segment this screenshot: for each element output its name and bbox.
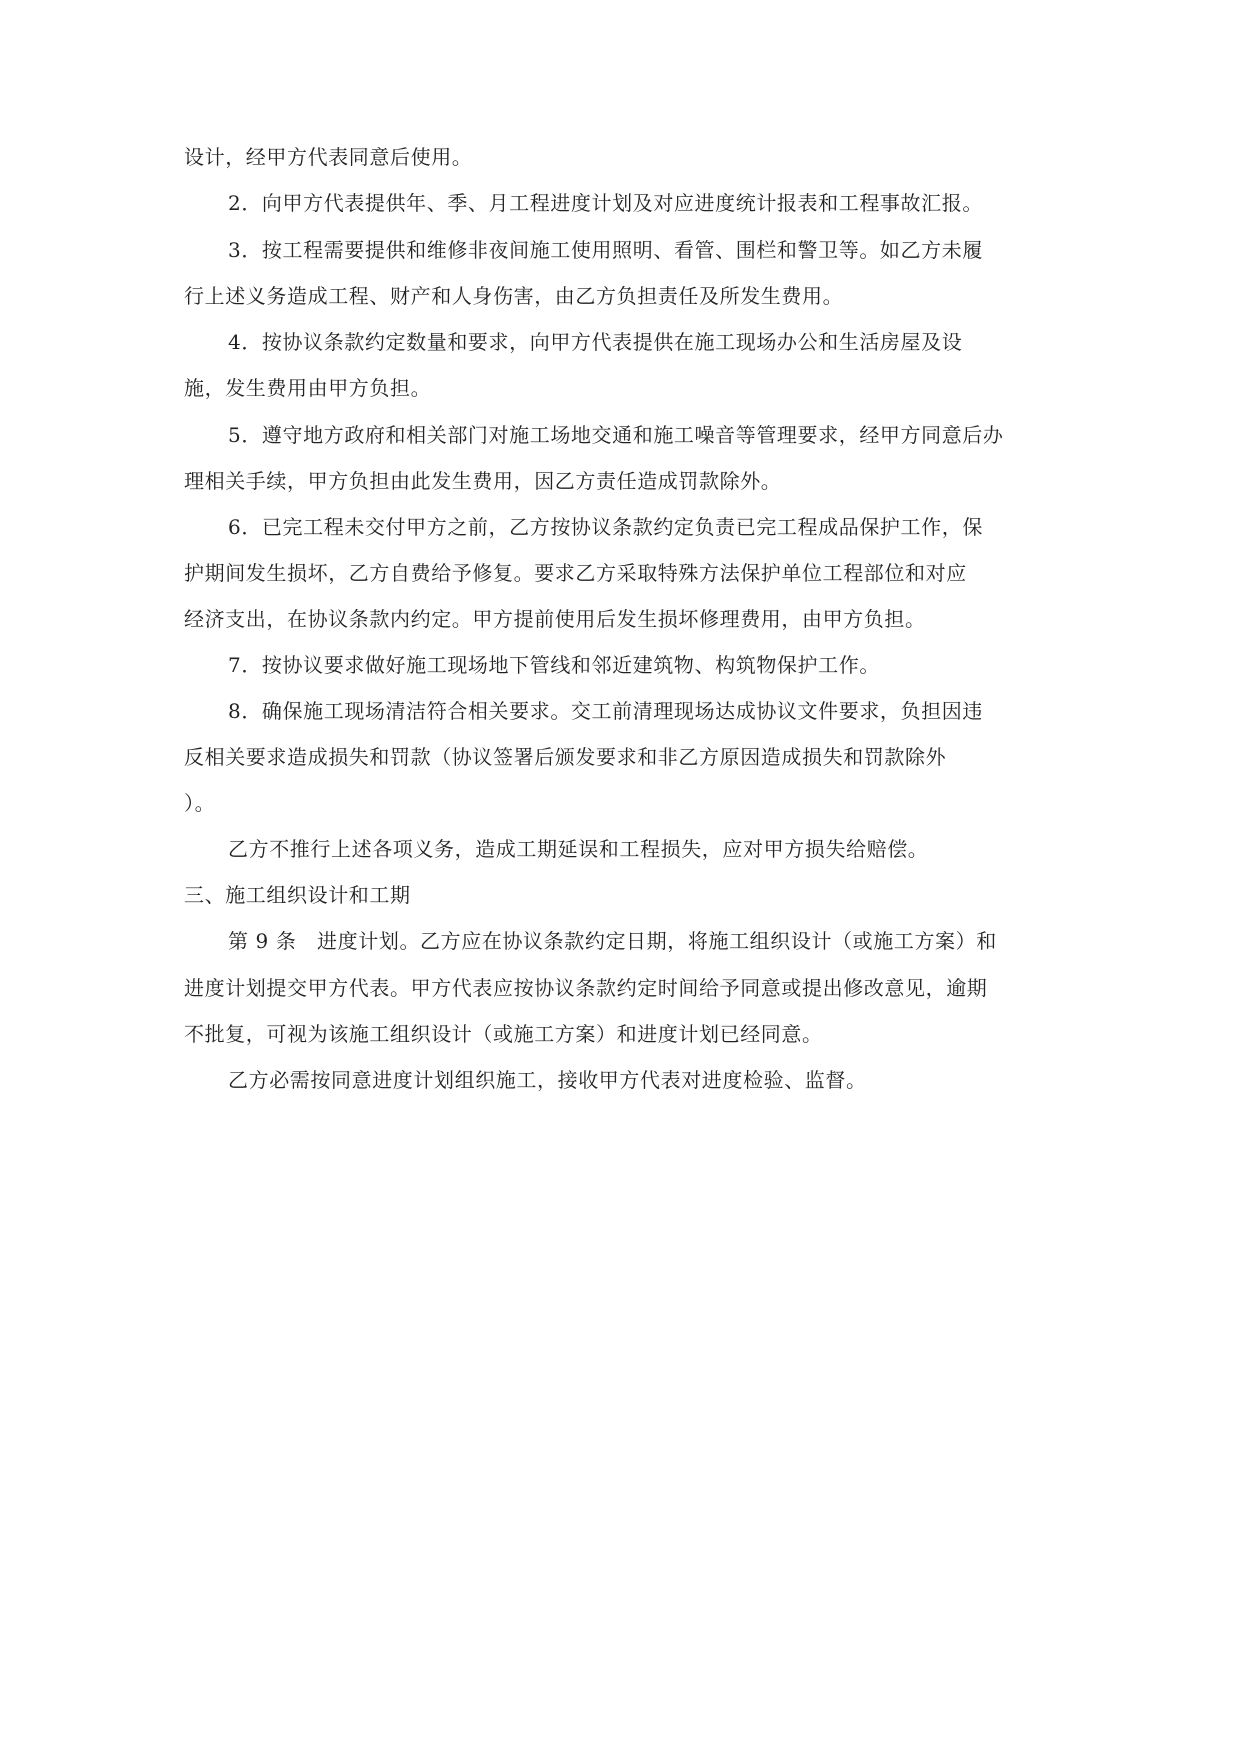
text-line: 经济支出，在协议条款内约定。甲方提前使用后发生损坏修理费用，由甲方负担。 [184,607,926,631]
text-line: 第 9 条 进度计划。乙方应在协议条款约定日期，将施工组织设计（或施工方案）和 [228,929,997,953]
text-line: 8．确保施工现场清洁符合相关要求。交工前清理现场达成协议文件要求，负担因违 [228,699,983,723]
text-line: ）。 [184,791,216,815]
text-line: 5．遵守地方政府和相关部门对施工场地交通和施工噪音等管理要求，经甲方同意后办 [228,423,1004,447]
text-line: 不批复，可视为该施工组织设计（或施工方案）和进度计划已经同意。 [184,1022,823,1046]
text-line: 施，发生费用由甲方负担。 [184,376,432,400]
text-line: 2．向甲方代表提供年、季、月工程进度计划及对应进度统计报表和工程事故汇报。 [228,191,983,215]
text-line: 行上述义务造成工程、财产和人身伤害，由乙方负担责任及所发生费用。 [184,284,844,308]
section-heading: 三、施工组织设计和工期 [184,883,411,907]
text-line: 乙方必需按同意进度计划组织施工，接收甲方代表对进度检验、监督。 [228,1068,867,1092]
text-line: 乙方不推行上述各项义务，造成工期延误和工程损失，应对甲方损失给赔偿。 [228,837,929,861]
text-line: 3．按工程需要提供和维修非夜间施工使用照明、看管、围栏和警卫等。如乙方未履 [228,238,983,262]
text-line: 反相关要求造成损失和罚款（协议签署后颁发要求和非乙方原因造成损失和罚款除外 [184,745,947,769]
text-line: 理相关手续，甲方负担由此发生费用，因乙方责任造成罚款除外。 [184,469,782,493]
text-line: 7．按协议要求做好施工现场地下管线和邻近建筑物、构筑物保护工作。 [228,653,880,677]
text-line: 设计，经甲方代表同意后使用。 [184,145,473,169]
text-line: 6．已完工程未交付甲方之前，乙方按协议条款约定负责已完工程成品保护工作，保 [228,515,983,539]
text-line: 进度计划提交甲方代表。甲方代表应按协议条款约定时间给予同意或提出修改意见，逾期 [184,976,988,1000]
text-line: 4．按协议条款约定数量和要求，向甲方代表提供在施工现场办公和生活房屋及设 [228,330,963,354]
text-line: 护期间发生损坏，乙方自费给予修复。要求乙方采取特殊方法保护单位工程部位和对应 [184,561,967,585]
